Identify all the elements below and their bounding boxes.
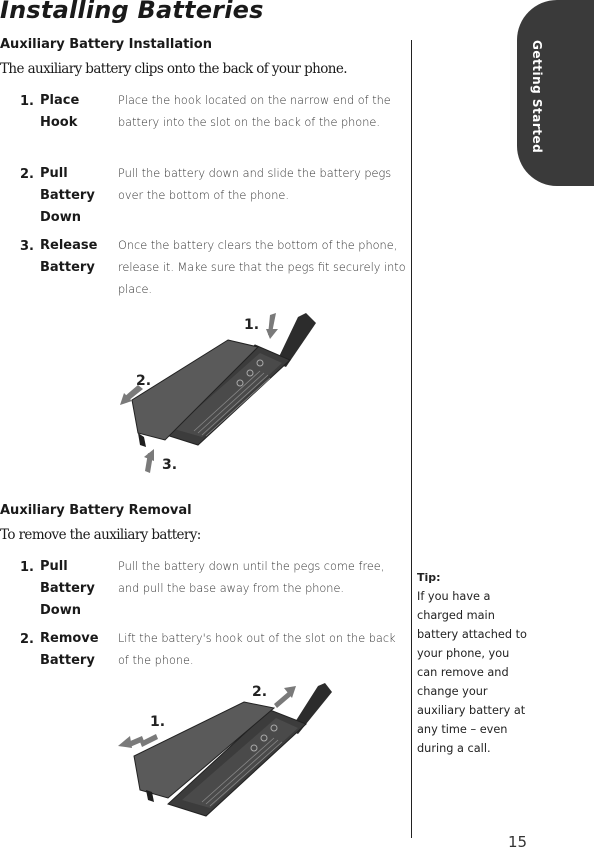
callout-1: 1. (150, 714, 166, 730)
step-title: Remove Battery (40, 631, 99, 668)
step-number: 2. (20, 632, 34, 647)
step-title: Pull Battery Down (40, 559, 95, 618)
callout-2: 2. (252, 684, 268, 700)
callout-3: 3. (162, 457, 178, 473)
callout-2: 2. (136, 373, 152, 389)
step-description: Pull the battery down and slide the battery pegs over the bottom of the phone. (118, 167, 392, 202)
removal-intro: To remove the auxiliary battery: (0, 527, 201, 543)
installation-heading: Auxiliary Battery Installation (0, 37, 212, 52)
step-number: 1. (20, 560, 34, 575)
tip-text: If you have a charged main battery attached to your phone, you can remove and change your auxiliary battery at any time – even during a call. (417, 590, 527, 755)
step-description: Lift the battery's hook out of the slot on the back of the phone. (118, 632, 396, 667)
callout-1: 1. (244, 317, 260, 333)
step-description: Pull the battery down until the pegs come free, and pull the base away from the phone. (118, 560, 385, 595)
step-number: 2. (20, 167, 34, 182)
page-number: 15 (508, 833, 528, 851)
arrow-2 (274, 692, 291, 708)
step-number: 1. (20, 94, 34, 109)
battery-removal-illustration (110, 678, 340, 820)
section-tab-label: Getting Started (530, 40, 544, 154)
removal-heading: Auxiliary Battery Removal (0, 503, 192, 518)
section-tab (517, 0, 594, 186)
step-title: Release Battery (40, 238, 98, 275)
tip-label: Tip: (417, 571, 441, 584)
step-description: Once the battery clears the bottom of the phone, release it. Make sure that the pegs fit securely into place. (118, 239, 406, 296)
page-title: Installing Batteries (0, 0, 264, 24)
step-title: Pull Battery Down (40, 166, 95, 225)
step-description: Place the hook located on the narrow end of the battery into the slot on the back of the phone. (118, 94, 391, 129)
step-title: Place Hook (40, 93, 80, 130)
installation-intro: The auxiliary battery clips onto the back of your phone. (0, 61, 347, 77)
battery-installation-illustration (110, 305, 340, 480)
tip-box (417, 568, 527, 758)
column-divider (411, 40, 412, 838)
step-number: 3. (20, 239, 34, 254)
